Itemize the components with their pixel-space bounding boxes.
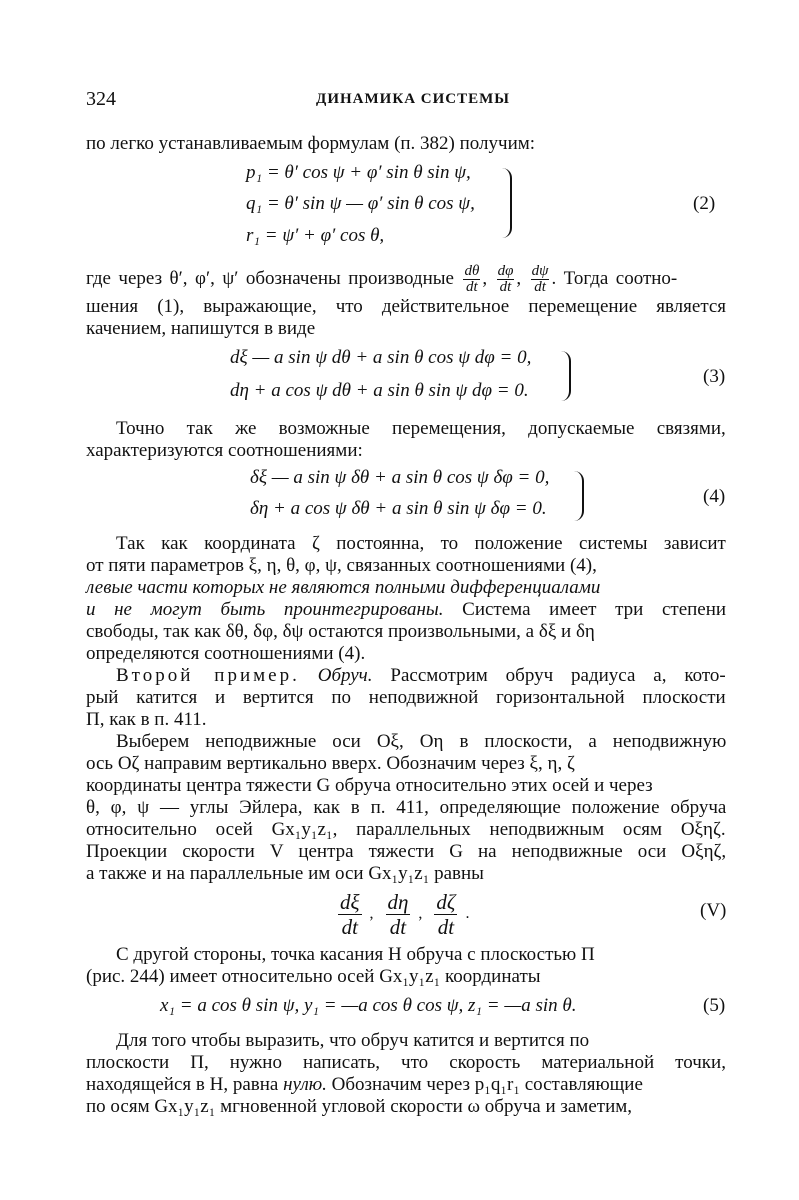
frac-dxi-den: dt (341, 915, 358, 939)
eq4-brace (572, 471, 584, 521)
frac-dpsi (531, 264, 550, 295)
contact-line-1: С другой стороны, точка касания H обруча с плоскостью Π (116, 944, 595, 965)
eq2-line-2: q₁ = θ′ sin ψ — φ′ sin θ cos ψ, (246, 193, 475, 214)
virtual-line-1: Точно так же возможные перемещения, допускаемые связями, (116, 418, 726, 439)
eq3-brace (559, 351, 571, 401)
eq2-line-3: r₁ = ψ′ + φ′ cos θ, (246, 225, 385, 246)
frac-dzeta-den: dt (437, 915, 455, 939)
coord-line-3: левые части которых не являются полными дифференциалами (86, 577, 601, 598)
frac-dzeta (434, 890, 457, 939)
frac-dtheta (463, 264, 480, 295)
derivs-before: где через θ′, φ′, ψ′ обозначены производные (86, 268, 454, 289)
contact-line-2: (рис. 244) имеет относительно осей Gx₁y₁z₁ координаты (86, 966, 541, 987)
coord-line-6: определяются соотношениями (4). (86, 643, 366, 664)
eqV-number: (V) (700, 900, 727, 921)
derivs-line-3: качением, напишутся в виде (86, 318, 316, 339)
coord-line-2: от пяти параметров ξ, η, θ, φ, ψ, связанных соотношениями (4), (86, 555, 597, 576)
derivs-line-1: где через θ′, φ′, ψ′ обозначены производные $\frac{d\theta}{dt}$ , $\frac{d\varphi}{dt}$ , $\frac{d\psi}{dt}$ . Тогда соотно- (86, 263, 678, 296)
final-line-2: плоскости Π, нужно написать, что скорость материальной точки, (86, 1052, 726, 1073)
example-line-1-rest: Рассмотрим обруч радиуса a, кото- (390, 665, 726, 686)
virtual-line-2: характеризуются соотношениями: (86, 440, 363, 461)
axes-line-1: Выберем неподвижные оси Oξ, Oη в плоскости, а неподвижную (116, 731, 727, 752)
eq5-text: x₁ = a cos θ sin ψ, y₁ = —a cos θ cos ψ, z₁ = —a sin θ. (160, 995, 577, 1016)
frac-dxi-num: dξ (340, 890, 360, 914)
eq3-line-1: dξ — a sin ψ dθ + a sin θ cos ψ dφ = 0, (230, 347, 532, 368)
frac-dpsi-den: dt (534, 279, 546, 296)
coord-line-5: свободы, так как δθ, δφ, δψ остаются произвольными, а δξ и δη (86, 621, 595, 642)
coord-line-4-rest: Система имеет три степени (443, 599, 727, 620)
coord-line-4-italic: и не могут быть проинтегрированы. (86, 599, 444, 620)
example-heading: Второй пример. (116, 665, 300, 686)
axes-line-4: θ, φ, ψ — углы Эйлера, как в п. 411, определяющие положение обруча (86, 797, 727, 818)
page-number: 324 (86, 88, 116, 110)
axes-line-3: координаты центра тяжести G обруча относительно этих осей и через (86, 775, 653, 796)
eqV: $\frac{d\xi}{dt}$ , $\frac{d\eta}{dt}$ , $\frac{d\zeta}{dt}$ . (340, 890, 470, 939)
final-line-3-b: Обозначим через p₁q₁r₁ составляющие (326, 1074, 643, 1095)
final-line-3-a: находящейся в H, равна (86, 1074, 284, 1095)
coord-line-1: Так как координата ζ постоянна, то положение системы зависит (116, 533, 726, 554)
frac-dzeta-num: dζ (436, 890, 456, 914)
intro-line: по легко устанавливаемым формулам (п. 382) получим: (86, 133, 536, 154)
frac-dpsi-num: dψ (531, 263, 549, 280)
final-line-3 (86, 1074, 643, 1096)
frac-dphi-num: dφ (497, 263, 514, 280)
eq2-line-1: p₁ = θ′ cos ψ + φ′ sin θ sin ψ, (246, 162, 471, 183)
example-line-3: Π, как в п. 411. (86, 709, 207, 730)
eq2-brace (500, 168, 512, 238)
final-line-3-italic: нулю. (283, 1074, 327, 1095)
example-title: Обруч. (317, 665, 373, 686)
frac-dtheta-den: dt (466, 279, 478, 296)
coord-line-4 (86, 599, 726, 621)
final-line-4: по осям Gx₁y₁z₁ мгновенной угловой скорости ω обруча и заметим, (86, 1096, 633, 1117)
derivs-line-2: шения (1), выражающие, что действительное перемещение является (86, 296, 727, 317)
eq2-number: (2) (693, 193, 716, 214)
axes-line-2: ось Oζ направим вертикально вверх. Обозначим через ξ, η, ζ (86, 753, 575, 774)
eq4-line-2: δη + a cos ψ δθ + a sin θ sin ψ δφ = 0. (250, 498, 547, 519)
axes-line-5: относительно осей Gx₁y₁z₁, параллельных неподвижным осям Oξηζ. (86, 819, 726, 840)
frac-deta-den: dt (389, 915, 407, 939)
frac-dphi-den: dt (499, 279, 512, 296)
eq3-number: (3) (703, 366, 726, 387)
frac-deta-num: dη (387, 890, 409, 914)
frac-dxi (338, 890, 362, 939)
eq5-number: (5) (703, 995, 726, 1016)
axes-line-7: а также и на параллельные им оси Gx₁y₁z₁ равны (86, 863, 484, 884)
frac-dphi (497, 264, 515, 295)
example-line-2: рый катится и вертится по неподвижной горизонтальной плоскости (86, 687, 726, 708)
derivs-after: Тогда соотно- (563, 268, 678, 289)
example-line-1 (116, 665, 726, 687)
frac-deta (386, 890, 411, 939)
eq3-line-2: dη + a cos ψ dθ + a sin θ sin ψ dφ = 0. (230, 380, 529, 401)
frac-dtheta-num: dθ (464, 263, 480, 280)
running-title: ДИНАМИКА СИСТЕМЫ (316, 91, 511, 107)
final-line-1: Для того чтобы выразить, что обруч катится и вертится по (116, 1030, 590, 1051)
eq4-number: (4) (703, 486, 726, 507)
eq4-line-1: δξ — a sin ψ δθ + a sin θ cos ψ δφ = 0, (250, 467, 550, 488)
axes-line-6: Проекции скорости V центра тяжести G на неподвижные оси Oξηζ, (86, 841, 727, 862)
